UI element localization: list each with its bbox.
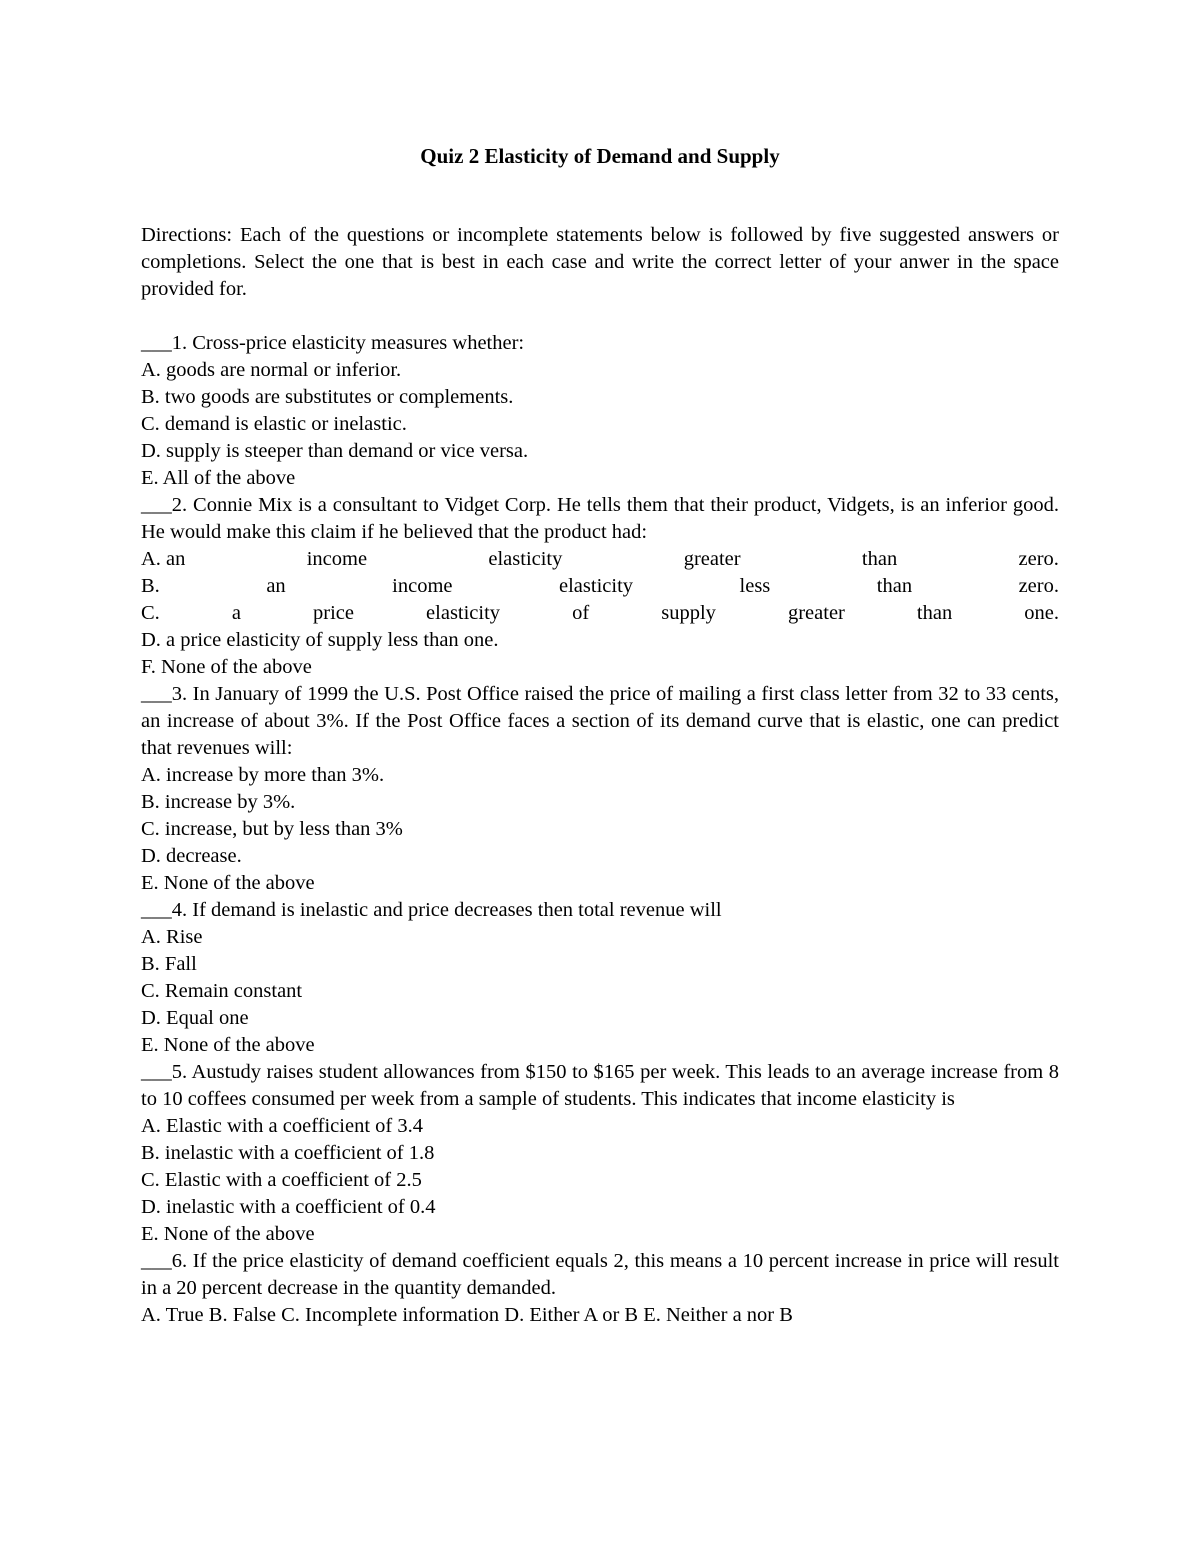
word: B.	[141, 575, 160, 597]
word: elasticity	[559, 575, 634, 597]
answer-option-justified	[141, 573, 1059, 600]
question-2	[141, 492, 1059, 681]
word: than	[916, 602, 953, 624]
answer-option: C. Remain constant	[141, 980, 303, 1002]
word: than	[876, 575, 913, 597]
answer-option: D. Equal one	[141, 1007, 249, 1029]
answer-option: A. goods are normal or inferior.	[141, 359, 402, 381]
answer-option: B. Fall	[141, 953, 197, 975]
answer-option: C. Elastic with a coefficient of 2.5	[141, 1169, 422, 1191]
word: less	[739, 575, 771, 597]
word: income	[306, 548, 368, 570]
answer-option: F. None of the above	[141, 656, 312, 678]
answer-option: E. None of the above	[141, 1223, 315, 1245]
directions-paragraph: Directions: Each of the questions or incomplete statements below is followed by five suggested answers or completions. Select the one that is best in each case and write the correct letter of your anwer in the space provided for.	[141, 224, 1059, 300]
question-stem: ___4. If demand is inelastic and price decreases then total revenue will	[141, 899, 722, 921]
question-4	[141, 897, 1059, 1059]
answer-option: B. increase by 3%.	[141, 791, 296, 813]
document-page	[141, 140, 1059, 1329]
answer-option: E. None of the above	[141, 1034, 315, 1056]
word: income	[392, 575, 453, 597]
answer-option: E. None of the above	[141, 872, 315, 894]
word: greater	[683, 548, 741, 570]
answer-option: D. inelastic with a coefficient of 0.4	[141, 1196, 436, 1218]
answer-option: E. All of the above	[141, 467, 296, 489]
answer-option: C. increase, but by less than 3%	[141, 818, 403, 840]
question-stem: ___1. Cross-price elasticity measures whether:	[141, 332, 525, 354]
answer-option: D. decrease.	[141, 845, 242, 867]
question-stem: ___5. Austudy raises student allowances from $150 to $165 per week. This leads to an average increase from 8 to 10 coffees consumed per week from a sample of students. This indicates that income elasticity is	[141, 1061, 1059, 1110]
question-6	[141, 1248, 1059, 1329]
word: elasticity	[426, 602, 501, 624]
question-3	[141, 681, 1059, 897]
word: A. an	[141, 548, 186, 570]
answer-option: A. Elastic with a coefficient of 3.4	[141, 1115, 423, 1137]
word: zero.	[1018, 575, 1059, 597]
question-1	[141, 330, 1059, 492]
answer-option: D. a price elasticity of supply less than one.	[141, 629, 499, 651]
word: a	[231, 602, 241, 624]
word: zero.	[1018, 548, 1059, 570]
answer-option: A. True B. False C. Incomplete information D. Either A or B E. Neither a nor B	[141, 1304, 793, 1326]
question-stem: ___3. In January of 1999 the U.S. Post Office raised the price of mailing a first class letter from 32 to 33 cents, an increase of about 3%. If the Post Office faces a section of its demand curve that is elastic, one can predict that revenues will:	[141, 683, 1059, 759]
answer-option: D. supply is steeper than demand or vice versa.	[141, 440, 529, 462]
word: price	[313, 602, 354, 624]
answer-option: A. Rise	[141, 926, 203, 948]
quiz-title: Quiz 2 Elasticity of Demand and Supply	[420, 144, 780, 168]
answer-option-justified	[141, 600, 1059, 627]
answer-option-justified	[141, 546, 1059, 573]
word: one.	[1024, 602, 1059, 624]
word: of	[572, 602, 590, 624]
answer-option: C. demand is elastic or inelastic.	[141, 413, 407, 435]
word: an	[266, 575, 286, 597]
question-stem: ___6. If the price elasticity of demand coefficient equals 2, this means a 10 percent increase in price will result in a 20 percent decrease in the quantity demanded.	[141, 1250, 1059, 1299]
word: than	[861, 548, 898, 570]
answer-option: B. two goods are substitutes or complements.	[141, 386, 514, 408]
word: greater	[787, 602, 845, 624]
answer-option: B. inelastic with a coefficient of 1.8	[141, 1142, 435, 1164]
answer-option: A. increase by more than 3%.	[141, 764, 385, 786]
question-list	[141, 330, 1059, 1329]
word: supply	[661, 602, 716, 624]
question-stem: ___2. Connie Mix is a consultant to Vidget Corp. He tells them that their product, Vidgets, is an inferior good. He would make this claim if he believed that the product had:	[141, 494, 1059, 543]
question-5	[141, 1059, 1059, 1248]
word: C.	[141, 602, 160, 624]
word: elasticity	[488, 548, 563, 570]
